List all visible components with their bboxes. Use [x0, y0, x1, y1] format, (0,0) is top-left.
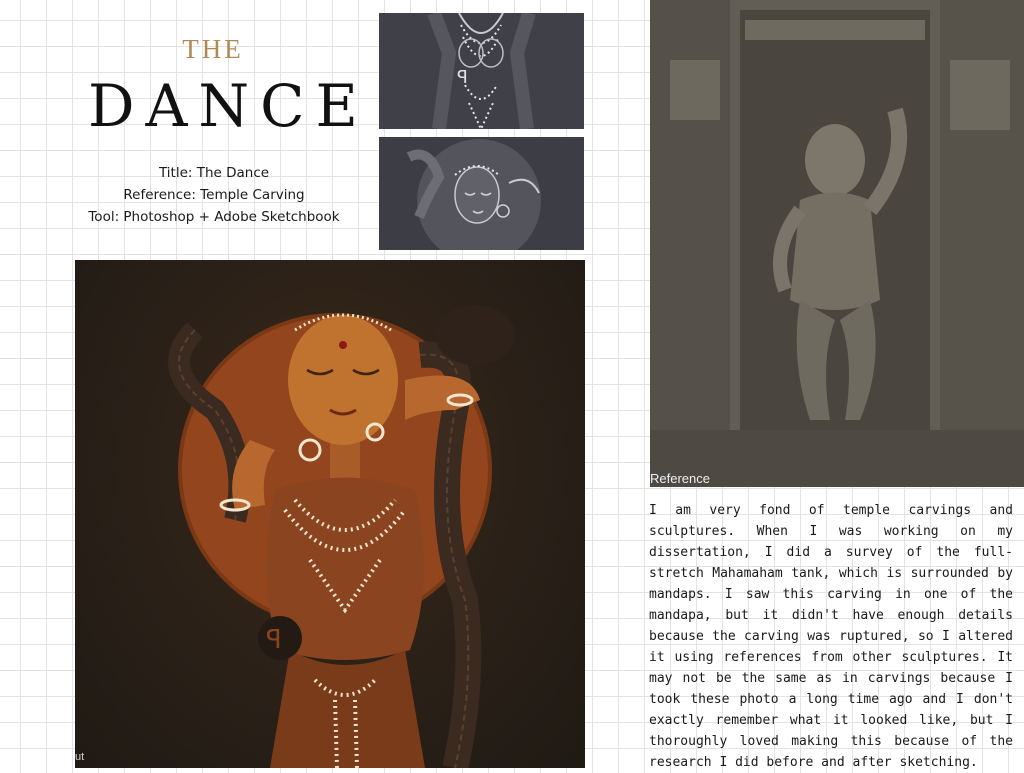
artwork-caption: ut — [75, 751, 85, 763]
svg-text:ꟼ: ꟼ — [457, 67, 468, 88]
sketch-torso-image — [379, 13, 584, 129]
process-sketch-thumbnail-2 — [379, 137, 584, 250]
svg-text:ꟼ: ꟼ — [266, 625, 282, 655]
title-dance: DANCE — [88, 72, 369, 140]
title-the: THE — [182, 34, 244, 64]
info-reference-line: Reference: Temple Carving — [123, 187, 305, 203]
reference-photo — [650, 0, 1024, 487]
reference-caption: Reference — [650, 471, 710, 486]
sketch-face-image — [379, 137, 584, 250]
info-tool-line: Tool: Photoshop + Adobe Sketchbook — [88, 209, 340, 225]
process-sketch-thumbnail-1 — [379, 13, 584, 129]
main-artwork — [75, 260, 585, 768]
info-title-line: Title: The Dance — [158, 165, 270, 181]
dancer-illustration — [75, 260, 585, 768]
artwork-info — [74, 162, 354, 228]
temple-carving-image — [650, 0, 1024, 487]
description-paragraph: I am very fond of temple carvings and sculptures. When I was working on my dissertation, I did a survey of the full-stretch Mahamaham tank, which is surrounded by mandaps. I saw this carving in one of the mandapa, but it didn't have enough details because the carving was ruptured, so I altered it using references from other sculptures. It may not be the same as in carvings because I took these photo a long time ago and I don't exactly remember what it looked like, but I thoroughly loved making this because of the research I did before and after sketching. — [649, 503, 1013, 770]
